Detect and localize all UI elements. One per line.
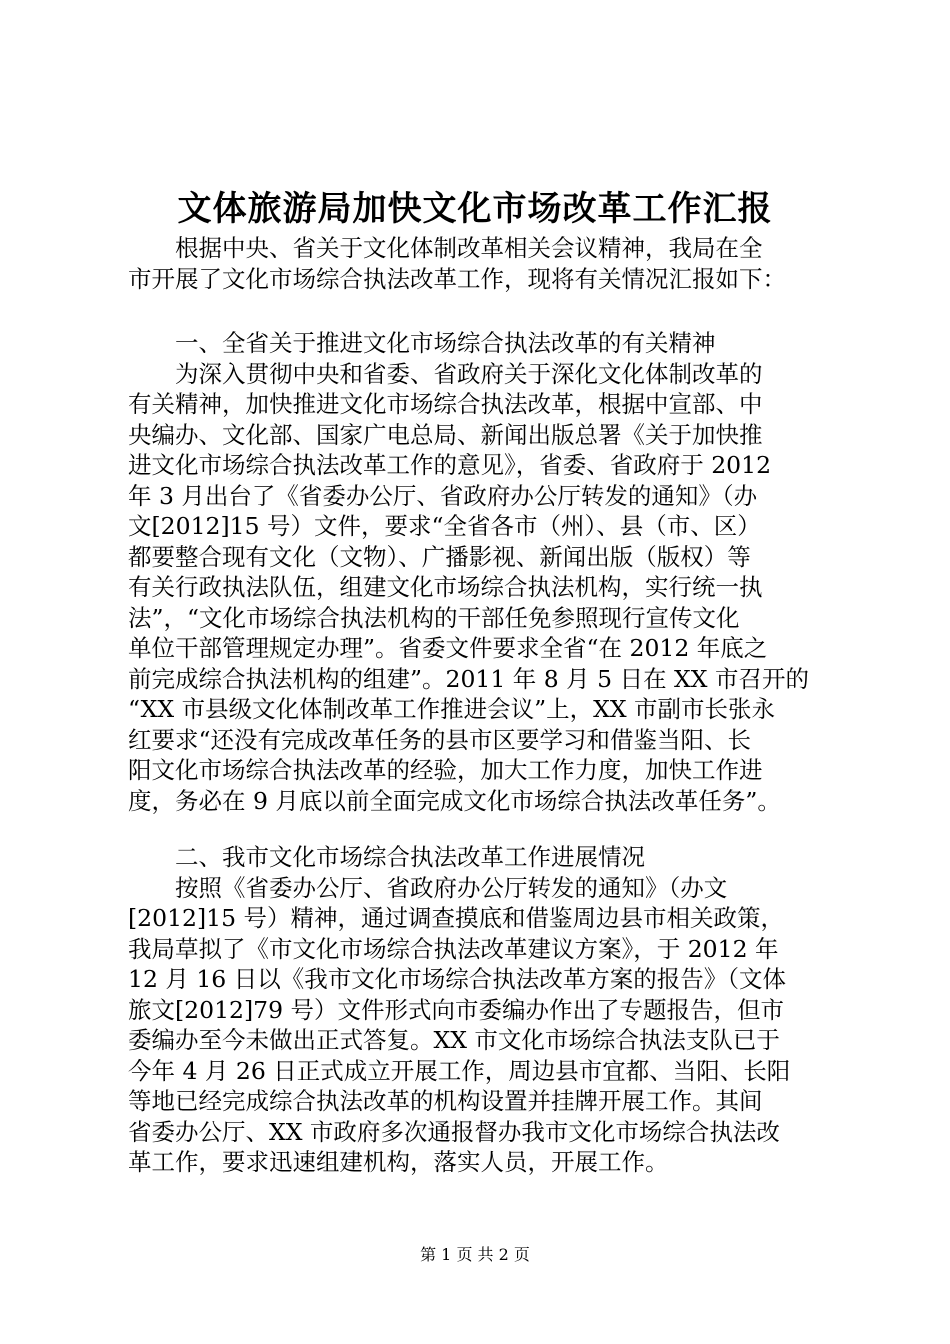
text-line: 年 3 月出台了《省委办公厅、省政府办公厅转发的通知》（办 (128, 481, 758, 510)
text-line: 12 月 16 日以《我市文化市场综合执法改革方案的报告》（文体 (128, 965, 786, 993)
text-line: 单位干部管理规定办理”。省委文件要求全省“在 2012 年底之 (128, 634, 768, 662)
text-line: 有关精神，加快推进文化市场综合执法改革，根据中宣部、中 (128, 390, 763, 418)
section-2 (128, 842, 838, 1178)
text-line: 等地已经完成综合执法改革的机构设置并挂牌开展工作。其间 (128, 1087, 763, 1115)
text-line: 阳文化市场综合执法改革的经验，加大工作力度，加快工作进 (128, 756, 763, 784)
text-line: 旅文[2012]79 号）文件形式向市委编办作出了专题报告，但市 (128, 995, 785, 1024)
text-line: 度，务必在 9 月底以前全面完成文化市场综合执法改革任务”。 (128, 786, 781, 815)
document-title: 文体旅游局加快文化市场改革工作汇报 (177, 189, 773, 229)
text-line: 我局草拟了《市文化市场综合执法改革建议方案》，于 2012 年 (128, 934, 779, 963)
text-line: 根据中央、省关于文化体制改革相关会议精神，我局在全 (128, 234, 763, 262)
text-line: 央编办、文化部、国家广电总局、新闻出版总署《关于加快推 (128, 420, 763, 449)
section-1 (128, 328, 838, 816)
text-line: [2012]15 号）精神，通过调查摸底和借鉴周边县市相关政策， (128, 904, 785, 932)
text-line: 前完成综合执法机构的组建”。2011 年 8 月 5 日在 XX 市召开的 (128, 664, 809, 693)
section-2-heading: 二、我市文化市场综合执法改革工作进展情况 (128, 843, 645, 871)
text-line: 红要求“还没有完成改革任务的县市区要学习和借鉴当阳、长 (128, 725, 752, 754)
text-line: 为深入贯彻中央和省委、省政府关于深化文化体制改革的 (128, 359, 763, 388)
text-line: 法”，“文化市场综合执法机构的干部任免参照现行宣传文化 (128, 603, 740, 632)
text-line: 今年 4 月 26 日正式成立开展工作，周边县市宜都、当阳、长阳 (128, 1056, 791, 1085)
text-line: 都要整合现有文化（文物）、广播影视、新闻出版（版权）等 (128, 542, 751, 571)
section-1-heading: 一、全省关于推进文化市场综合执法改革的有关精神 (128, 329, 716, 357)
page-footer: 第 1 页 共 2 页 (420, 1245, 530, 1264)
text-line: 革工作，要求迅速组建机构，落实人员，开展工作。 (128, 1148, 669, 1176)
text-line: 省委办公厅、XX 市政府多次通报督办我市文化市场综合执法改 (128, 1117, 780, 1146)
intro-paragraph (128, 233, 838, 294)
text-line: 委编办至今未做出正式答复。XX 市文化市场综合执法支队已于 (128, 1026, 780, 1054)
text-line: 有关行政执法队伍，组建文化市场综合执法机构，实行统一执 (128, 573, 763, 601)
text-line: 进文化市场综合执法改革工作的意见》，省委、省政府于 2012 (128, 451, 772, 479)
text-line: 文[2012]15 号）文件，要求“全省各市（州）、县（市、区） (128, 512, 761, 540)
text-line: 按照《省委办公厅、省政府办公厅转发的通知》（办文 (128, 873, 728, 902)
text-line: 市开展了文化市场综合执法改革工作，现将有关情况汇报如下： (128, 264, 786, 293)
text-line: “XX 市县级文化体制改革工作推进会议”上，XX 市副市长张永 (128, 695, 776, 723)
